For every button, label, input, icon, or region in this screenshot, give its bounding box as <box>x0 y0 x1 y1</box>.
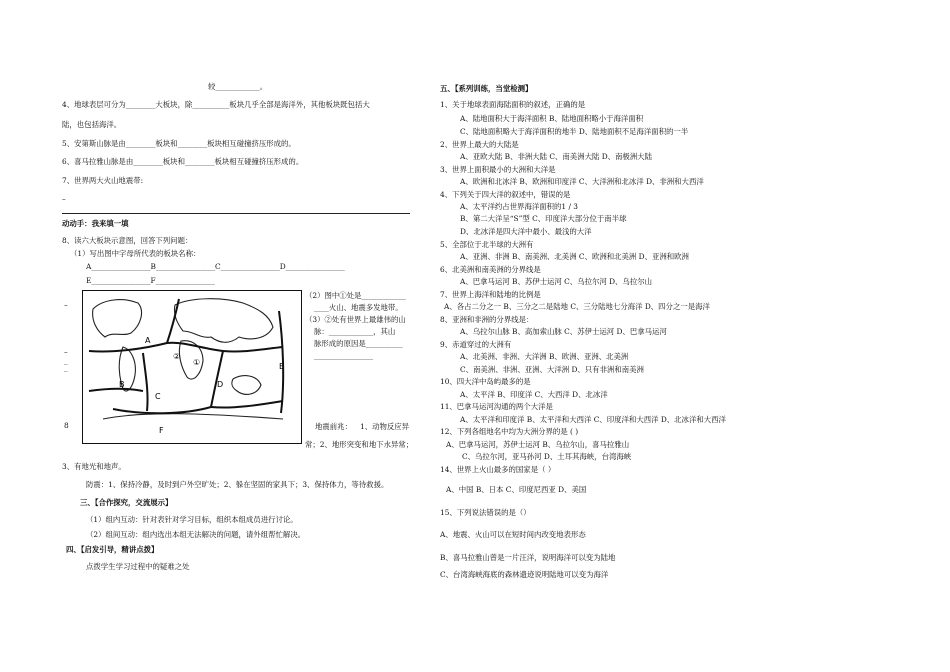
side-mark: _ <box>64 363 68 372</box>
quiz-line: A、各占二分之一 B、三分之二是陆地 C、三分陆地七分海洋 D、四分之一是海洋 <box>444 302 710 311</box>
quiz-line: D、北冰洋是四大洋中最小、最浅的大洋 <box>460 227 592 236</box>
quiz-line: A、陆地面积大于海洋面积 B、陆地面积略小于海洋面积 <box>460 114 644 123</box>
quake-signs-title: 地震前兆： <box>315 422 352 431</box>
question-4-cont: 陆，也包括海洋。 <box>62 120 122 129</box>
svg-text:②: ② <box>173 352 181 361</box>
side-mark: _ <box>64 356 68 365</box>
quiz-line: 2、世界上最大的大陆是 <box>440 140 519 149</box>
plate-blanks-ef: E________________F________________ <box>86 276 215 285</box>
question-8-part-2-cont: ____火山、地震多发地带。 <box>314 303 403 312</box>
quake-prevention: 防震：1、保持冷静，及时到户外空旷处；2、躲在坚固的家具下；3、保持体力，等待救援。 <box>86 480 389 489</box>
plate-map-svg <box>83 291 301 443</box>
quiz-line: A、中国 B、日本 C、印度尼西亚 D、美国 <box>446 485 587 494</box>
plate-blanks-abcd: A________________B________________C________________D________________ <box>86 262 345 271</box>
svg-text:B: B <box>119 380 125 389</box>
svg-text:C: C <box>155 392 161 401</box>
quiz-line: B、第二大洋呈“S”型 C、印度洋大部分位于南半球 <box>460 214 627 223</box>
quiz-line: A、巴拿马运河，苏伊士运河 B、乌拉尔山，喜马拉雅山 <box>446 440 630 449</box>
question-6: 6、喜马拉雅山脉是由________板块和________板块相互碰撞挤压形成的。 <box>62 157 304 166</box>
quiz-line: A、亚欧大陆 B、非洲大陆 C、南美洲大陆 D、南极洲大陆 <box>460 152 652 161</box>
plate-map <box>82 290 302 444</box>
svg-text:E: E <box>279 362 285 371</box>
svg-text:F: F <box>159 426 164 435</box>
question-8-part-3-cont3: ________________ <box>314 351 374 360</box>
question-8-part-2: （2）图中①处是____________ <box>305 291 406 300</box>
section-3-title: 三、【合作探究，交流展示】 <box>80 498 173 507</box>
quiz-line: A、亚洲、非洲 B、南美洲、北美洲 C、欧洲和北美洲 D、亚洲和欧洲 <box>460 252 689 261</box>
quiz-line: C、南美洲、非洲、亚洲、大洋洲 D、只有非洲和南美洲 <box>460 365 644 374</box>
quiz-line: 1、关于地球表面海陆面积的叙述，正确的是 <box>440 100 586 109</box>
quiz-line: A、太平洋和印度洋 B、太平洋和大西洋 C、印度洋和大西洋 D、北冰洋和大西洋 <box>460 415 726 424</box>
quake-signs-2: 常；2、地形突变和地下水异常； <box>305 440 414 449</box>
quiz-line: 12、下列各组地名中均为大洲分界的是 ( ) <box>440 427 579 436</box>
quiz-line: A、太平洋约占世界海洋面积的1 / 3 <box>460 202 579 211</box>
question-7: 7、世界两大火山地震带: <box>62 176 144 185</box>
quiz-line: 5、全部位于北半球的大洲有 <box>440 240 534 249</box>
quiz-line: 9、赤道穿过的大洲有 <box>440 340 512 349</box>
svg-text:A: A <box>145 336 151 345</box>
blank-line-1: 较____________。 <box>208 82 268 91</box>
quiz-line: A、北美洲、非洲、大洋洲 B、欧洲、亚洲、北美洲 <box>460 352 629 361</box>
svg-text:①: ① <box>193 358 201 367</box>
quiz-line: 14、世界上火山最多的国家是（ ） <box>440 465 556 474</box>
quiz-line: B、喜马拉雅山曾是一片汪洋，说明海洋可以变为陆地 <box>440 553 616 562</box>
quake-signs-1: 1、动物反应异 <box>360 422 410 431</box>
question-8-part-1: （1）写出图中字母所代表的板块名称： <box>70 249 201 258</box>
quiz-line: 15、下列说法错误的是（） <box>440 508 531 517</box>
side-mark: 8 <box>64 421 69 430</box>
question-8-part-3: （3）②处有世界上最雄伟的山 <box>305 315 406 324</box>
quiz-line: 8、亚洲和非洲的分界线是： <box>440 315 534 324</box>
section-5-title: 五、【系列训练，当堂检测】 <box>440 84 533 93</box>
question-4: 4、地球表层可分为________大板块，除__________板块几乎全部是海洋外，其他板块既包括大 <box>62 100 370 109</box>
quiz-line: 11、巴拿马运河沟通的两个大洋是 <box>440 402 553 411</box>
answer-rule <box>62 213 410 214</box>
quiz-line: 6、北美洲和南美洲的分界线是 <box>440 265 541 274</box>
activity-title: 动动手：我来填一填 <box>62 219 129 228</box>
quiz-line: 10、四大洋中岛屿最多的是 <box>440 377 531 386</box>
dash-mark: – <box>62 194 66 203</box>
quiz-line: 7、世界上海洋和陆地的比例是 <box>440 290 541 299</box>
question-8-part-3-cont2: 脉形成的原因是__________ <box>314 339 403 348</box>
quiz-line: A、乌拉尔山脉 B、高加索山脉 C、苏伊士运河 D、巴拿马运河 <box>460 327 667 336</box>
quiz-line: C、陆地面积略大于海洋面积的地半 D、陆地面积不足海洋面积的一半 <box>460 127 689 136</box>
quiz-line: A、太平洋 B、印度洋 C、大西洋 D、北冰洋 <box>460 390 608 399</box>
section-4-item-1: 点拨学生学习过程中的疑难之处 <box>86 562 190 571</box>
quiz-line: A、巴拿马运河 B、苏伊士运河 C、乌拉尔河 D、乌拉尔山 <box>460 277 652 286</box>
question-8-part-3-cont1: 脉：____________，其山 <box>314 327 396 336</box>
section-3-item-2: （2）组间互动：组内选出本组无法解决的问题，请外组帮忙解决。 <box>86 530 306 539</box>
question-8: 8、读六大板块示意图，回答下列问题： <box>62 236 193 245</box>
quiz-line: C、乌拉尔河，亚马孙河 D、土耳其海峡，台湾海峡 <box>462 452 632 461</box>
section-3-item-1: （1）组内互动：针对表针对学习目标，组织本组成员进行讨论。 <box>86 515 298 524</box>
quiz-line: A、地震、火山可以在短时间内改变地表形态 <box>440 530 586 539</box>
side-mark: – <box>64 347 68 356</box>
quake-signs-3: 3、有地光和地声。 <box>62 462 126 471</box>
quiz-line: A、欧洲和北冰洋 B、欧洲和印度洋 C、大洋洲和北冰洋 D、非洲和大西洋 <box>460 177 704 186</box>
quiz-line: 3、世界上面积最小的大洲和大洋是 <box>440 165 556 174</box>
side-mark: – <box>64 300 68 309</box>
section-4-title: 四、【启发引导，精讲点拨】 <box>66 545 159 554</box>
quiz-line: 4、下列关于四大洋的叙述中，错误的是 <box>440 190 571 199</box>
svg-text:D: D <box>217 380 224 389</box>
question-5: 5、安第斯山脉是由________板块和________板块相互碰撞挤压形成的。 <box>62 139 296 148</box>
quiz-line: C、台湾海峡海底的森林遗迹说明陆地可以变为海洋 <box>440 570 609 579</box>
